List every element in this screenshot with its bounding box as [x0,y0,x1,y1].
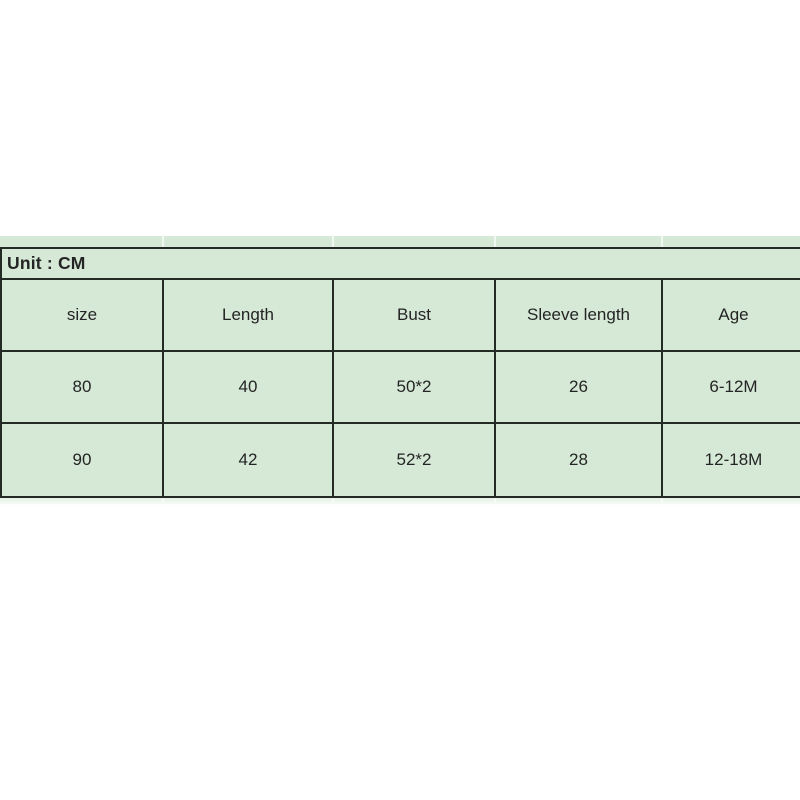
header-bust: Bust [334,280,496,352]
table-top-strip [0,236,800,247]
header-length: Length [164,280,334,352]
cell-r2-sleeve-length: 28 [496,424,663,498]
cell-r1-sleeve-length: 26 [496,352,663,424]
cell-r2-age: 12-18M [663,424,800,498]
unit-label: Unit : CM [7,253,86,273]
cell-r1-bust: 50*2 [334,352,496,424]
header-size: size [2,280,164,352]
cell-r2-bust: 52*2 [334,424,496,498]
cell-r2-length: 42 [164,424,334,498]
header-sleeve-length: Sleeve length [496,280,663,352]
fade-strip-divider [162,498,164,503]
fade-strip-divider [661,498,663,503]
fade-strip-divider [332,498,334,503]
size-chart-table-block [0,236,800,505]
fade-strip-divider [494,498,496,503]
top-strip-divider [162,236,164,247]
cell-r1-size: 80 [2,352,164,424]
top-strip-divider [494,236,496,247]
unit-row [0,247,800,280]
header-age: Age [663,280,800,352]
cell-r1-length: 40 [164,352,334,424]
cell-r1-age: 6-12M [663,352,800,424]
cell-r2-size: 90 [2,424,164,498]
table-bottom-fade [0,498,800,505]
top-strip-divider [332,236,334,247]
size-table [0,280,800,498]
top-strip-divider [661,236,663,247]
